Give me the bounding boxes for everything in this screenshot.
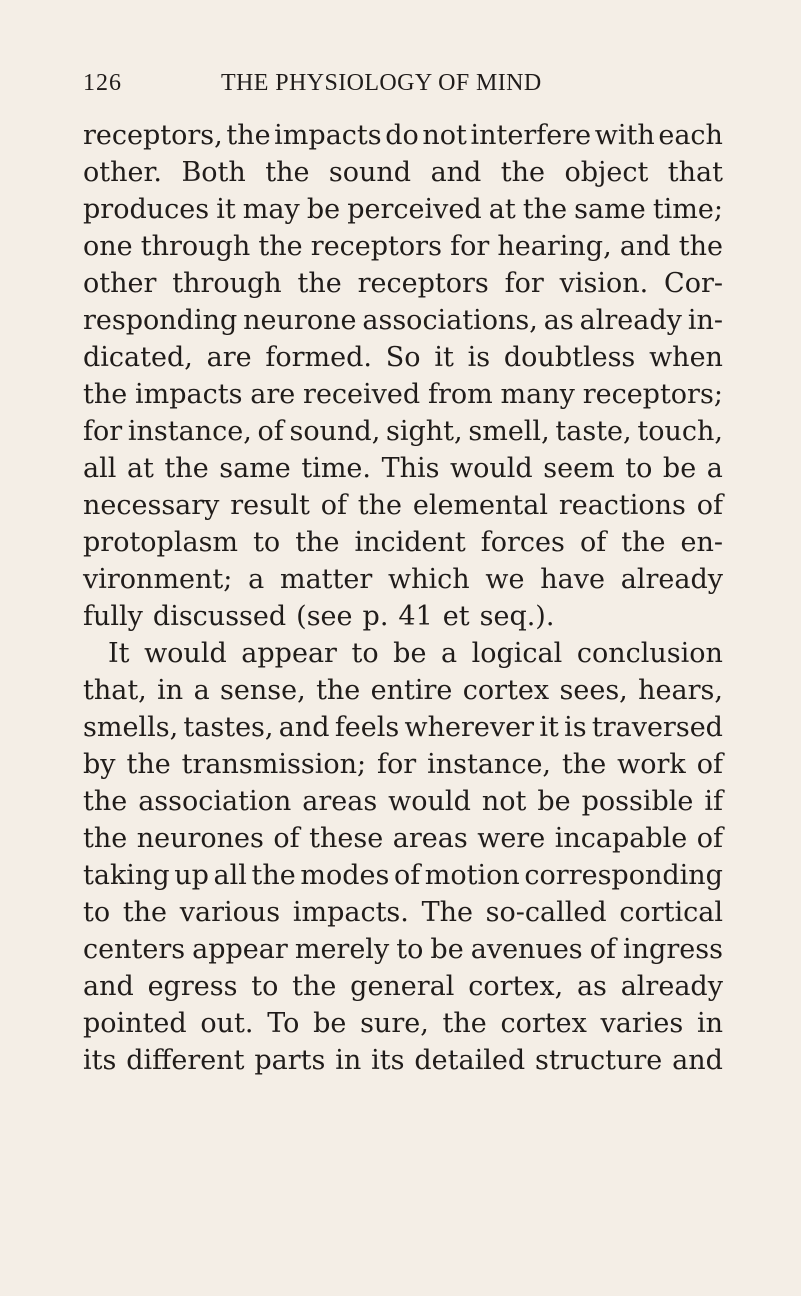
word: we [485,564,525,595]
word: it [216,194,236,225]
word: discussed [152,601,287,632]
word: the [316,675,361,706]
word: vironment; [83,564,233,595]
text-line [83,561,723,598]
word: is [564,712,587,743]
word: be [313,1008,347,1039]
word: incident [354,527,466,558]
word: en- [680,527,723,558]
word: same [219,453,291,484]
word: general [350,971,455,1002]
word: time. [301,453,371,484]
word: it [434,342,454,373]
word: same [574,194,646,225]
word: to [251,971,279,1002]
word: were [477,823,546,854]
word: it [539,712,559,743]
word: a [193,675,210,706]
word: out. [200,1008,254,1039]
word: work [617,749,686,780]
page-number: 126 [83,70,122,96]
word: sound, [289,416,381,447]
text-line [83,413,723,450]
word: hearing, [497,231,612,262]
word: as [576,971,607,1002]
word: neurone [243,305,357,336]
word: these [309,823,384,854]
word: sees, [559,675,628,706]
text-line [83,487,723,524]
word: each [658,120,723,151]
word: for [504,268,544,299]
word: cortex [462,675,550,706]
word: many [500,379,575,410]
word: structure [535,1045,663,1076]
word: of [696,749,723,780]
word: with [594,120,655,151]
word: interfere [470,120,592,151]
word: sight, [386,416,463,447]
word: so-called [485,897,607,928]
word: do [385,120,419,151]
word: the [500,157,546,188]
word: necessary [83,490,220,521]
text-line [83,339,723,376]
word: formed. [265,342,372,373]
word: p. [362,601,389,632]
word: already [579,305,682,336]
word: smell, [468,416,550,447]
word: received [303,379,421,410]
word: tastes, [183,712,274,743]
word: up [174,860,209,891]
word: impacts. [292,897,409,928]
word: be [393,638,427,669]
word: that [667,157,723,188]
word: object [564,157,649,188]
word: hears, [638,675,723,706]
word: for [83,416,123,447]
word: associations, [362,305,538,336]
word: be [306,194,341,225]
word: logical [471,638,563,669]
word: areas [392,823,468,854]
word: transmission; [181,749,367,780]
text-line [83,1042,723,1079]
word: the [357,490,403,521]
body-text [83,117,723,1079]
word: if [704,786,723,817]
word: of [273,823,300,854]
word: association [138,786,292,817]
word: The [421,897,473,928]
page-header [83,70,721,110]
word: in [157,675,184,706]
text-line [83,228,723,265]
word: receptors; [582,379,723,410]
word: the [621,527,666,558]
word: taste, [555,416,632,447]
word: produces [83,194,210,225]
word: and [619,231,671,262]
word: the [122,897,168,928]
word: a [440,638,458,669]
word: This [381,453,440,484]
word: seq.). [479,601,555,632]
word: smells, [83,712,179,743]
word: would [388,786,471,817]
word: the [126,749,171,780]
word: receptors, [83,120,223,151]
word: Cor- [664,268,723,299]
word: of [696,490,723,521]
word: appear [192,934,288,965]
word: other. [83,157,162,188]
text-line [83,191,723,228]
word: areas [302,786,378,817]
word: for [377,749,417,780]
word: as [543,305,574,336]
word: perceived [347,194,482,225]
word: protoplasm [83,527,239,558]
word: a [248,564,265,595]
word: conclusion [576,638,723,669]
word: So [385,342,421,373]
word: when [649,342,723,373]
word: of [589,934,616,965]
word: the [83,823,128,854]
word: instance, [127,416,252,447]
word: vision. [559,268,649,299]
word: be [537,786,571,817]
word: the [83,379,128,410]
word: the [83,786,128,817]
word: for [450,231,490,262]
word: taking [83,860,170,891]
text-line [83,968,723,1005]
word: a [706,453,723,484]
word: may [242,194,300,225]
word: the [442,1008,487,1039]
text-line [83,857,723,894]
word: the [251,860,296,891]
word: and [672,1045,723,1076]
word: its [83,1045,117,1076]
word: impacts [135,379,243,410]
word: (see [296,601,353,632]
word: the [561,749,607,780]
word: of [320,490,347,521]
word: and [430,157,482,188]
text-line [83,302,723,339]
text-line [83,376,723,413]
word: of [696,823,723,854]
text-line [83,117,723,154]
word: different [126,1045,245,1076]
word: It [108,638,130,669]
word: all [213,860,247,891]
word: is [467,342,491,373]
word: sure, [360,1008,429,1039]
word: the [226,120,271,151]
text-line [83,265,723,302]
text-line [83,154,723,191]
word: the [522,194,568,225]
word: at [126,453,154,484]
word: motion [424,860,520,891]
word: centers [83,934,186,965]
word: other [83,268,157,299]
word: of [257,416,284,447]
word: merely [294,934,390,965]
word: receptors [357,268,489,299]
word: Both [181,157,246,188]
word: doubtless [503,342,636,373]
word: by [83,749,116,780]
word: in- [687,305,723,336]
word: traversed [591,712,723,743]
word: modes [300,860,390,891]
word: the [295,527,340,558]
word: the [297,268,342,299]
text-line-paragraph-start [83,635,723,672]
word: pointed [83,1008,187,1039]
word: various [179,897,281,928]
word: already [620,564,723,595]
word: touch, [637,416,723,447]
word: through [140,231,251,262]
word: reactions [558,490,686,521]
text-line [83,931,723,968]
text-line [83,894,723,931]
word: are [206,342,252,373]
word: To [267,1008,300,1039]
text-line [83,746,723,783]
word: in [696,1008,723,1039]
word: which [388,564,470,595]
word: the [258,231,303,262]
word: through [172,268,282,299]
word: sense, [220,675,306,706]
word: fully [83,601,143,632]
word: at [488,194,516,225]
word: sound [328,157,412,188]
word: corresponding [524,860,723,891]
word: cortex, [468,971,564,1002]
word: to [351,638,379,669]
word: cortex [500,1008,587,1039]
word: result [230,490,310,521]
word: time; [652,194,723,225]
word: to [396,934,424,965]
text-line [83,672,723,709]
word: impacts [274,120,382,151]
word: of [579,527,607,558]
word: not [481,786,527,817]
word: to [625,453,653,484]
text-line [83,709,723,746]
word: that, [83,675,147,706]
word: would [450,453,533,484]
word: wherever [404,712,535,743]
word: to [253,527,281,558]
word: be [662,453,697,484]
word: ingress [623,934,723,965]
word: neurones [136,823,264,854]
word: appear [241,638,337,669]
word: the [265,157,310,188]
word: cortical [619,897,723,928]
text-line [83,524,723,561]
word: feels [334,712,400,743]
text-line-paragraph-end [83,598,723,635]
word: would [144,638,227,669]
word: all [83,453,117,484]
word: and [83,971,134,1002]
word: 41 [398,601,433,632]
word: the [292,971,337,1002]
text-line [83,820,723,857]
word: entire [370,675,453,706]
word: in [335,1045,362,1076]
word: parts [254,1045,326,1076]
text-line [83,450,723,487]
word: of [393,860,421,891]
word: its [371,1045,405,1076]
word: receptors [310,231,442,262]
word: varies [600,1008,684,1039]
word: one [83,231,133,262]
word: detailed [414,1045,526,1076]
word: avenues [470,934,583,965]
word: already [620,971,723,1002]
word: be [430,934,464,965]
running-head: THE PHYSIOLOGY OF MIND [221,70,542,96]
word: instance, [427,749,552,780]
word: seem [543,453,615,484]
word: to [83,897,111,928]
word: forces [480,527,565,558]
word: the [164,453,209,484]
word: possible [581,786,694,817]
word: have [540,564,605,595]
word: not [422,120,467,151]
word: and [278,712,330,743]
word: incapable [554,823,688,854]
word: matter [279,564,373,595]
word: elemental [412,490,548,521]
word: the [678,231,723,262]
text-line [83,1005,723,1042]
word: responding [83,305,238,336]
word: egress [147,971,238,1002]
word: dicated, [83,342,193,373]
word: are [250,379,296,410]
text-line [83,783,723,820]
word: et [442,601,470,632]
word: from [427,379,493,410]
